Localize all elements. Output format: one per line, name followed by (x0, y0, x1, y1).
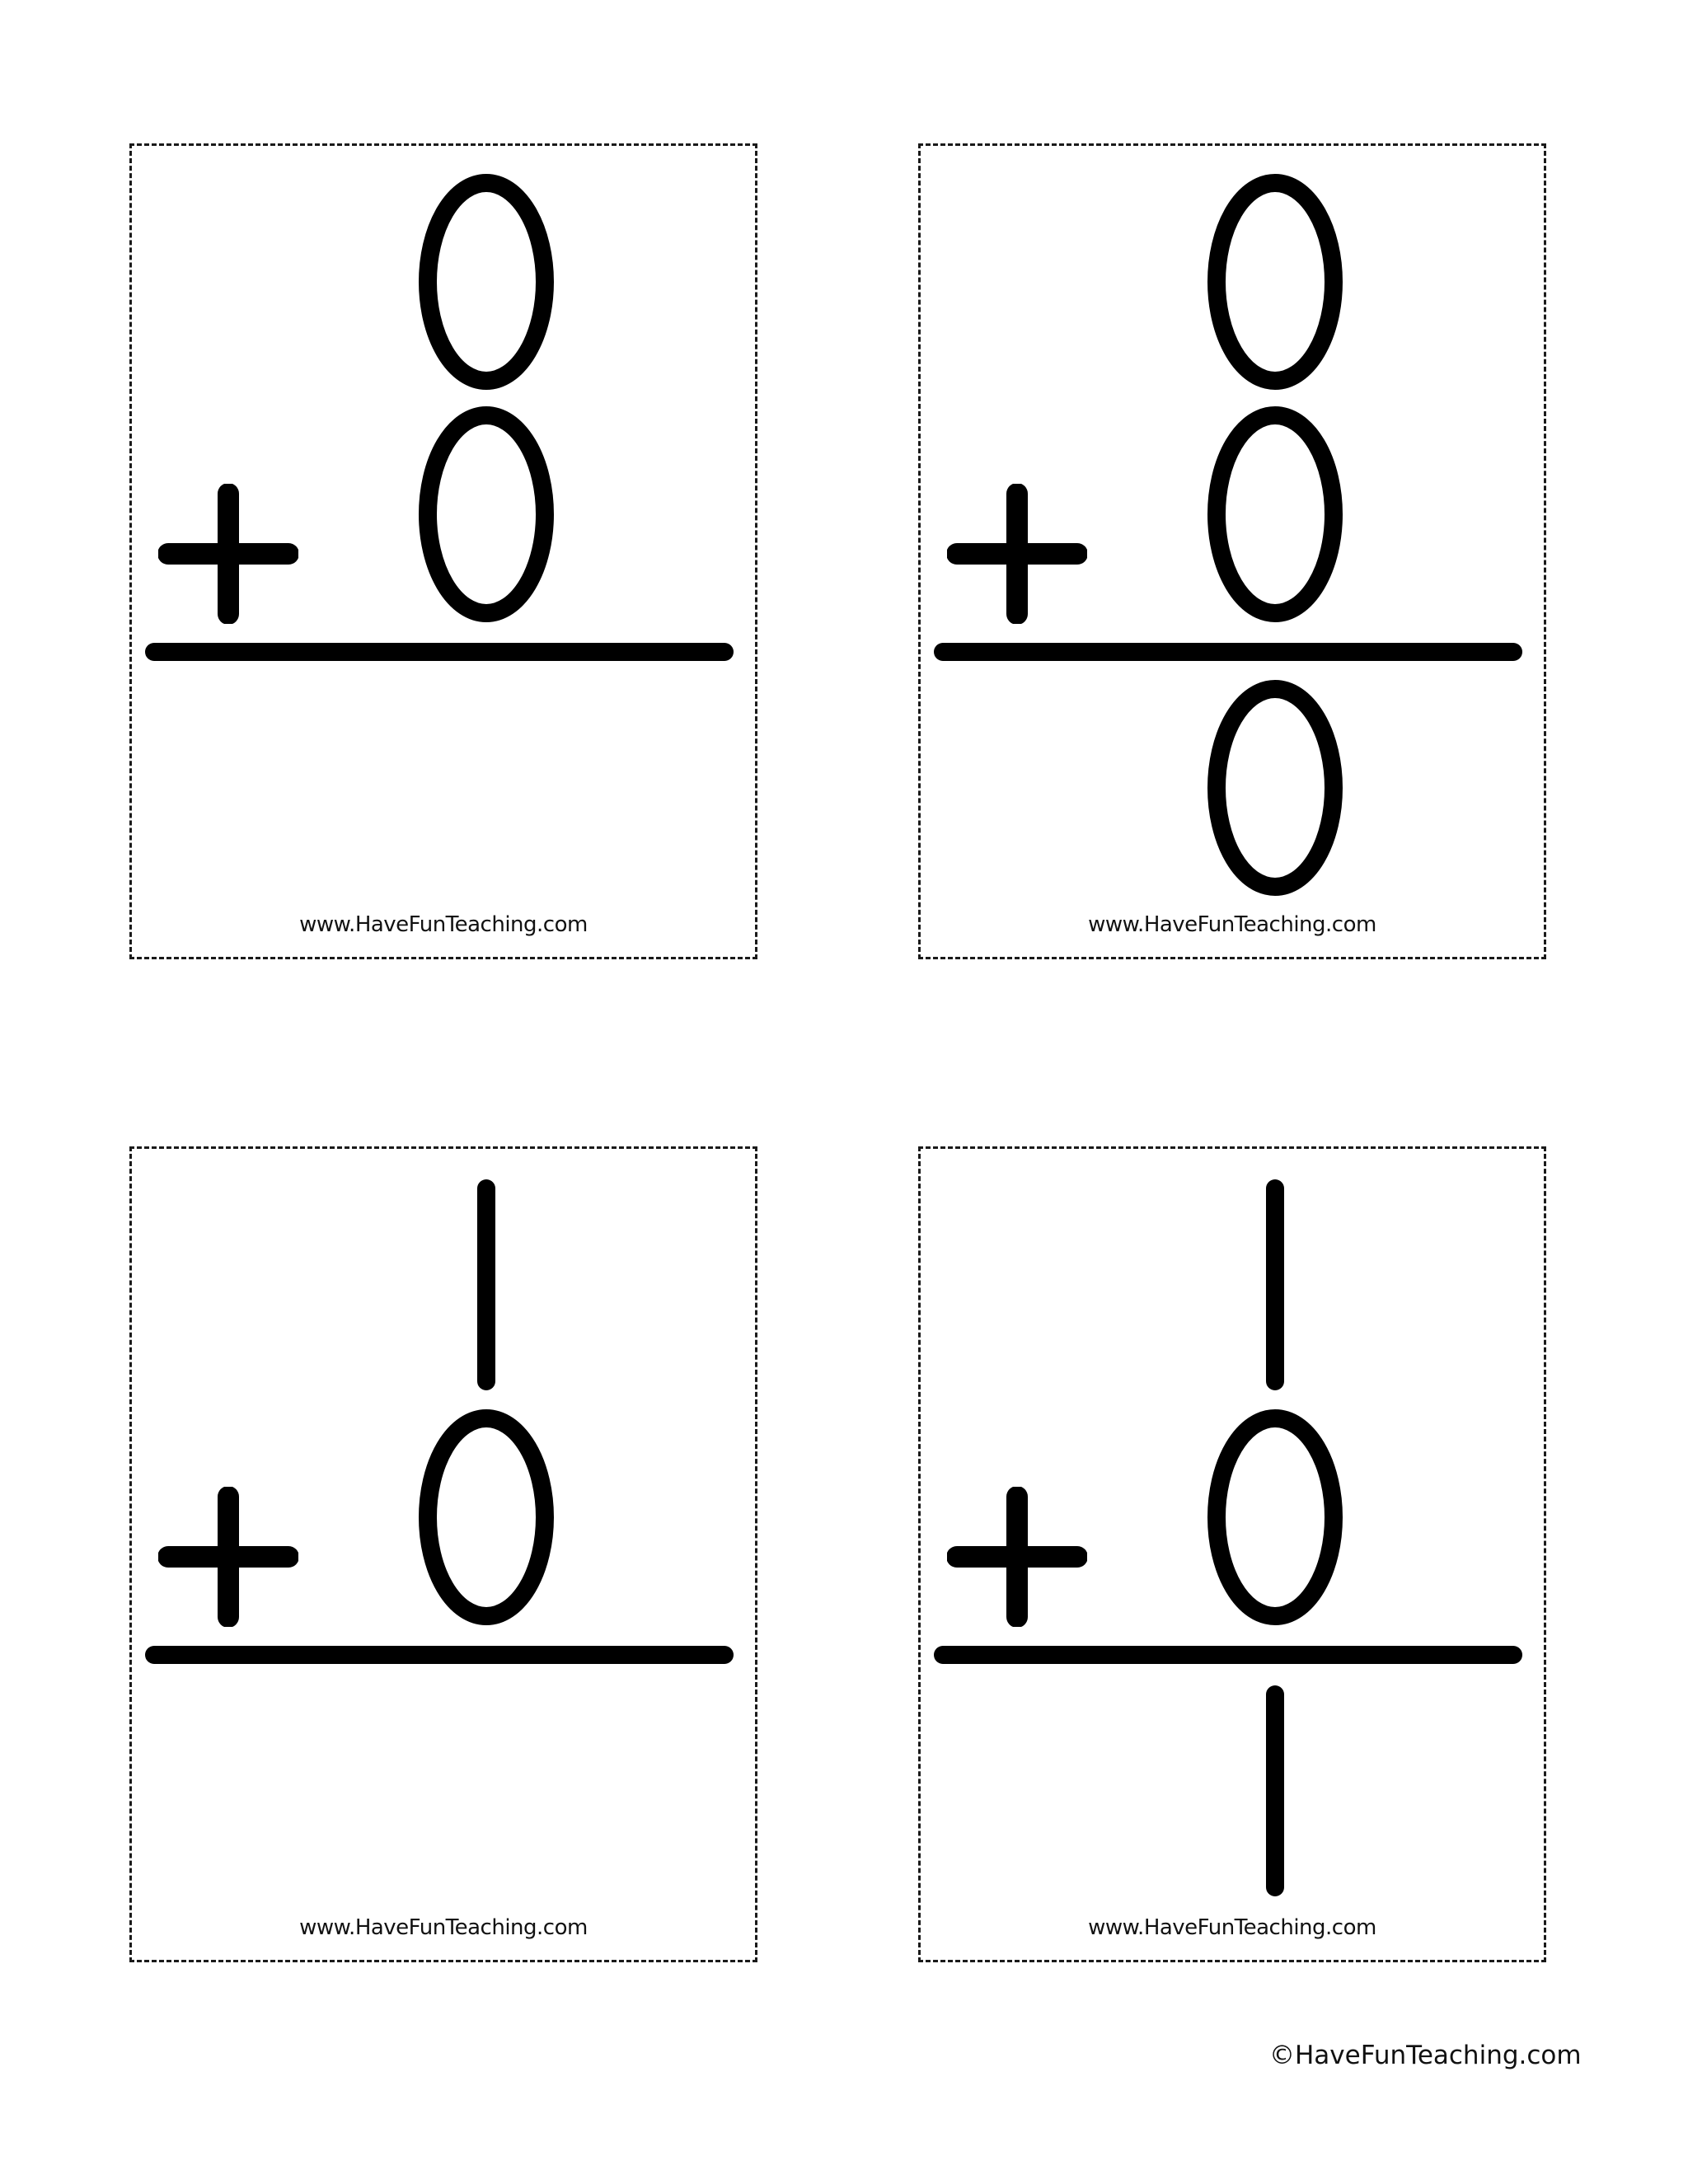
flash-card-4 (918, 1146, 1546, 1962)
digit-glyph-0 (412, 171, 560, 393)
plus-icon (947, 484, 1087, 624)
answer-line (934, 643, 1522, 661)
top-addend (412, 1174, 560, 1396)
plus-icon (158, 1487, 298, 1627)
digit-glyph-0 (1201, 171, 1349, 393)
card-footer-url: www.HaveFunTeaching.com (1088, 1915, 1376, 1940)
bottom-addend (1201, 403, 1349, 626)
card-footer-url: www.HaveFunTeaching.com (1088, 912, 1376, 937)
top-addend (1201, 171, 1349, 393)
sum-answer (1201, 677, 1349, 899)
digit-glyph-0 (412, 403, 560, 626)
bottom-addend (412, 403, 560, 626)
bottom-addend (1201, 1406, 1349, 1629)
flash-card-3 (129, 1146, 757, 1962)
flash-card-2 (918, 143, 1546, 959)
answer-line (145, 1646, 734, 1664)
digit-glyph-0 (1201, 677, 1349, 899)
sum-answer (412, 677, 560, 899)
card-footer-url: www.HaveFunTeaching.com (299, 1915, 588, 1940)
answer-line (934, 1646, 1522, 1664)
digit-glyph-1 (1201, 1680, 1349, 1902)
bottom-addend (412, 1406, 560, 1629)
sum-answer (1201, 1680, 1349, 1902)
top-addend (412, 171, 560, 393)
sum-answer (412, 1680, 560, 1902)
flash-card-1 (129, 143, 757, 959)
digit-glyph-1 (412, 1174, 560, 1396)
digit-glyph-0 (412, 1406, 560, 1629)
digit-glyph-1 (1201, 1174, 1349, 1396)
digit-glyph-0 (1201, 1406, 1349, 1629)
plus-icon (947, 1487, 1087, 1627)
answer-line (145, 643, 734, 661)
digit-glyph-0 (1201, 403, 1349, 626)
card-footer-url: www.HaveFunTeaching.com (299, 912, 588, 937)
plus-icon (158, 484, 298, 624)
copyright-notice: ©HaveFunTeaching.com (1269, 2041, 1582, 2070)
top-addend (1201, 1174, 1349, 1396)
